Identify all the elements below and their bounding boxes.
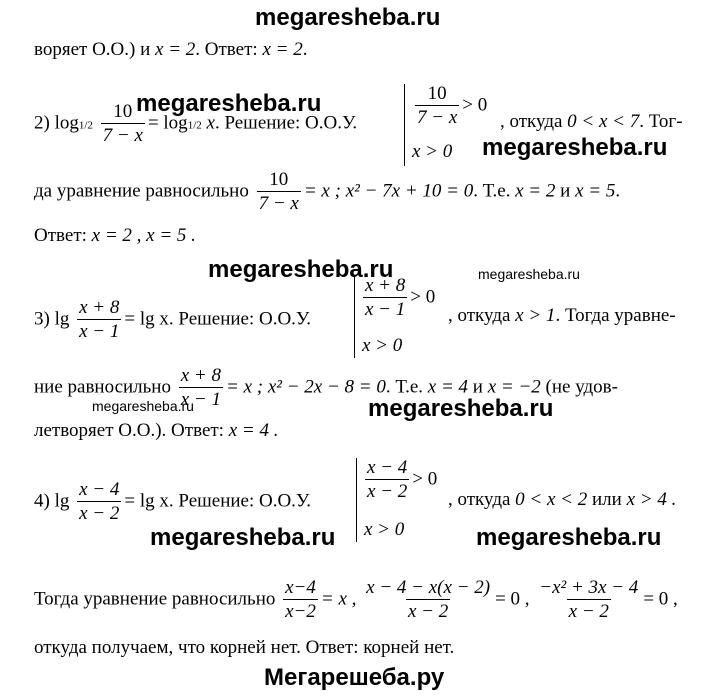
watermark-small: megaresheba.ru (92, 398, 194, 414)
text: . Решение: О.О.У. (168, 490, 312, 512)
problem-4-statement (34, 480, 311, 524)
numerator: x + 8 (365, 275, 406, 296)
system-line-2: x > 0 (412, 141, 453, 162)
problem-3-line-3 (34, 421, 278, 440)
math: x > 4 . (626, 489, 677, 510)
system-line-2: x > 0 (364, 519, 405, 540)
numerator: 10 (113, 101, 133, 122)
system-brace (354, 276, 355, 358)
text: = 0 , (495, 588, 530, 610)
problem-2-tail (500, 112, 683, 131)
system-brace (356, 458, 357, 542)
problem-2-answer (34, 226, 196, 245)
denominator: 7 − x (417, 106, 458, 128)
watermark: megaresheba.ru (476, 524, 662, 551)
system-line-1 (362, 458, 437, 502)
text: . (302, 39, 308, 60)
root: x = 2 (515, 180, 556, 202)
text: . Т.е. (385, 376, 424, 398)
log: log (54, 112, 79, 134)
text: ние равносильно (34, 376, 171, 398)
lg: lg (54, 490, 70, 512)
answer: x = 2 , x = 5 . (91, 225, 196, 246)
numerator: x−4 (285, 577, 316, 598)
numerator: 10 (427, 83, 447, 104)
watermark: megaresheba.ru (150, 524, 336, 551)
text: . Ответ: (195, 39, 258, 60)
problem-number: 4) (34, 490, 50, 512)
root: x = 5 (575, 180, 616, 202)
denominator: x−2 (285, 600, 316, 622)
text: . Решение: О.О.У. (214, 112, 358, 134)
log-base: 1/2 (78, 119, 93, 132)
math: = x ; (303, 180, 341, 202)
denominator: x − 1 (365, 298, 406, 320)
denominator: 7 − x (258, 192, 299, 214)
problem-4-tail (448, 490, 676, 509)
denominator: 7 − x (102, 124, 143, 146)
watermark: megaresheba.ru (482, 134, 668, 161)
text: Ответ: (34, 225, 87, 246)
numerator: −x² + 3x − 4 (539, 577, 639, 598)
root: x = 4 (427, 376, 469, 398)
denominator: x − 2 (568, 600, 609, 622)
text: = lg x (124, 308, 169, 330)
numerator: x − 4 (367, 457, 408, 478)
text: > 0 (462, 94, 488, 116)
text: , откуда (500, 111, 563, 132)
fraction (283, 578, 318, 622)
math: x > 1 (515, 305, 556, 326)
text: = log (147, 112, 188, 134)
text: Тогда уравнение равносильно (34, 588, 276, 610)
fraction (77, 480, 121, 524)
text: , откуда (448, 489, 511, 510)
numerator: x + 8 (180, 365, 221, 386)
numerator: x − 4 − x(x − 2) (366, 577, 491, 598)
watermark: megaresheba.ru (136, 90, 322, 117)
numerator: 10 (269, 169, 289, 190)
text: . Т.е. (473, 180, 511, 202)
text: , откуда (448, 305, 511, 326)
text: да уравнение равносильно (34, 180, 249, 202)
watermark-top: megaresheba.ru (255, 4, 441, 31)
math: = x ; (226, 376, 264, 398)
system-line-2: x > 0 (362, 335, 403, 356)
equation: x² − 2x − 8 = 0 (267, 376, 386, 398)
problem-4-line-2 (34, 578, 678, 622)
math: x = 2 (155, 39, 196, 60)
math: 0 < x < 7 (567, 111, 640, 132)
answer: x = 4 . (228, 420, 279, 441)
math: x = 2 (262, 39, 303, 60)
fraction (257, 170, 301, 214)
problem-number: 2) (34, 112, 50, 134)
system-brace (404, 84, 405, 166)
problem-4-line-3: откуда получаем, что корней нет. Ответ: корней нет. (34, 637, 455, 658)
math: = x , (320, 588, 357, 610)
denominator: x − 2 (407, 600, 449, 622)
problem-number: 3) (34, 308, 50, 330)
text: (не удов- (545, 376, 618, 398)
fraction (363, 276, 407, 320)
text: воряет О.О.) и (34, 39, 151, 60)
text: > 0 (412, 468, 438, 490)
problem-3-statement (34, 298, 311, 342)
watermark: megaresheba.ru (368, 395, 554, 422)
text: . Тогда уравне- (555, 305, 676, 326)
problem-2-line-2: да уравнение равносильно $\frac{10}{7 - x}$ = x ; x² − 7x + 10 = 0. Т.е. x = 2 и x = 5. (34, 169, 621, 214)
text: летворяет О.О.). Ответ: (34, 420, 224, 441)
numerator: x + 8 (79, 297, 120, 318)
fraction (364, 578, 492, 622)
log-base: 1/2 (187, 119, 202, 132)
text: > 0 (410, 286, 436, 308)
text: = 0 , (643, 588, 678, 610)
math: x (206, 112, 215, 134)
system-line-1 (360, 276, 435, 320)
denominator: x − 2 (367, 480, 408, 502)
text: и (472, 376, 483, 398)
text: или (592, 489, 622, 510)
fraction (365, 458, 409, 502)
denominator: x − 1 (79, 320, 120, 342)
fraction (415, 84, 459, 128)
system-line-1 (412, 84, 487, 128)
text: = lg x (124, 490, 169, 512)
watermark: megaresheba.ru (208, 256, 394, 283)
line-0 (34, 40, 307, 59)
text: . Тог- (639, 111, 683, 132)
root: x = −2 (487, 376, 541, 398)
denominator: x − 2 (79, 502, 120, 524)
text: и (560, 180, 571, 202)
numerator: x − 4 (79, 479, 120, 500)
math: 0 < x < 2 (515, 489, 588, 510)
watermark-footer: Мегарешеба.ру (264, 664, 445, 691)
watermark-small: megaresheba.ru (478, 266, 580, 282)
denominator: x − 1 (180, 388, 221, 410)
equation: x² − 7x + 10 = 0 (345, 180, 474, 202)
text: . Решение: О.О.У. (168, 308, 312, 330)
fraction (537, 578, 640, 622)
problem-3-tail (448, 306, 676, 325)
lg: lg (54, 308, 70, 330)
fraction (77, 298, 121, 342)
